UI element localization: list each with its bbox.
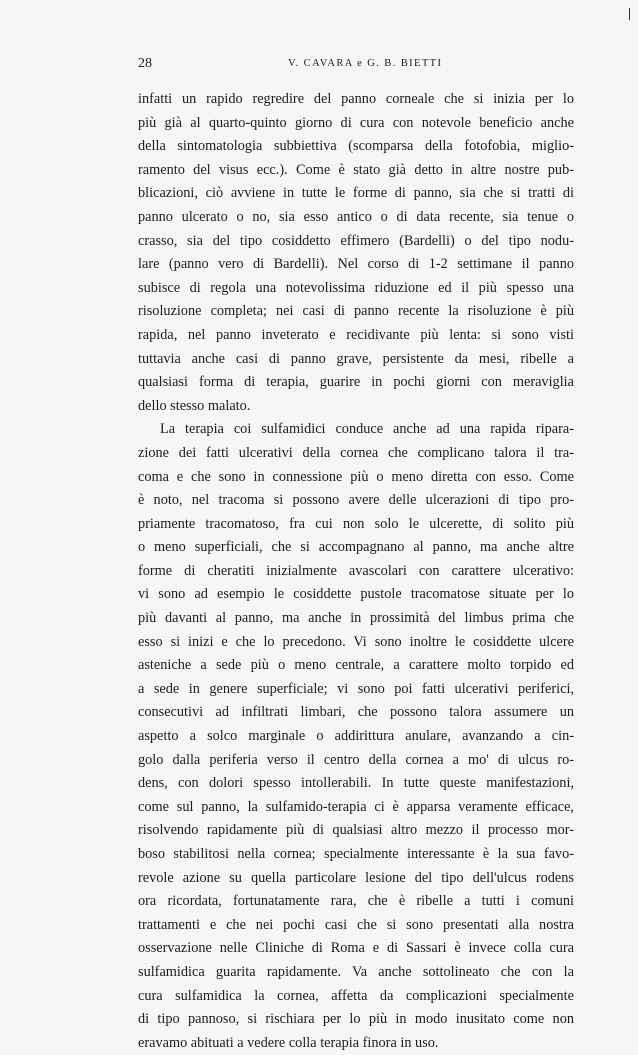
text-line: ora ricordata, fortunatamente rara, che è ribelle a tutti i comuni (138, 893, 574, 910)
text-line: boso stabilitosi nella cornea; specialmente interessante è la sua favo- (138, 846, 574, 862)
text-line: blicazioni, ciò avviene in tutte le forme di panno, sia che si tratti di (138, 185, 574, 202)
text-line: della sintomatologia subbiettiva (scomparsa della fotofobia, miglio- (138, 138, 574, 155)
text-line: sulfamidica guarita rapidamente. Va anche sottolineato che con la (138, 963, 574, 980)
text-line: di tipo pannoso, si rischiara per lo più in modo inusitato come non (138, 1011, 574, 1028)
text-line: o meno superficiali, che si accompagnano al panno, ma anche altre (138, 539, 574, 556)
page-number: 28 (138, 56, 152, 71)
text-line: infatti un rapido regredire del panno corneale che si inizia per lo (138, 91, 574, 107)
text-line: revole azione su quella particolare lesione del tipo dell'ulcus rodens (138, 869, 574, 886)
text-line: lare (panno vero di Bardelli). Nel corso di 1-2 settimane il panno (138, 256, 574, 273)
text-line: priamente tracomatoso, fra cui non solo le ulcerette, di solito più (138, 515, 574, 532)
text-line: subisce di regola una notevolissima riduzione ed il più spesso una (138, 279, 574, 296)
text-line: risolvendo rapidamente più di qualsiasi altro mezzo il processo mor- (138, 822, 574, 839)
text-line: vi sono ad esempio le cosiddette pustole tracomatose situate per lo (138, 586, 574, 603)
paragraph (138, 418, 574, 1055)
text-line: esso si inizi e che lo precedono. Vi sono inoltre le cosiddette ulcere (138, 633, 574, 650)
text-line: trattamenti e che nei pochi casi che si sono presentati alla nostra (138, 916, 574, 933)
text-line: cura sulfamidica la cornea, affetta da complicazioni specialmente (138, 987, 574, 1004)
text-line: rapida, nel panno inveterato e recidivante più lenta: si sono visti (138, 326, 574, 343)
text-line: più già al quarto-quinto giorno di cura con notevole beneficio anche (138, 114, 574, 131)
text-line: osservazione nelle Cliniche di Roma e di Sassari è invece colla cura (138, 940, 574, 957)
text-line: è noto, nel tracoma si possono avere delle ulcerazioni di tipo pro- (138, 492, 574, 509)
page-header (138, 56, 574, 74)
text-line: golo dalla periferia verso il centro della cornea a mo' di ulcus ro- (138, 751, 574, 768)
text-line: come sul panno, la sulfamido-terapia ci è apparsa veramente efficace, (138, 798, 574, 815)
text-line: dens, con dolori spesso intollerabili. In tutte queste manifestazioni, (138, 775, 574, 792)
text-line: eravamo abituati a vedere colla terapia finora in uso. (138, 1034, 439, 1051)
text-line: più davanti al panno, ma anche in prossimità del limbus prima che (138, 610, 574, 627)
page-edge-mark (629, 8, 630, 20)
text-line: La terapia coi sulfamidici conduce anche ad una rapida ripara- (160, 421, 574, 438)
running-head: V. CAVARA e G. B. BIETTI (288, 58, 443, 69)
text-line: risoluzione completa; nei casi di panno recente la risoluzione è più (138, 303, 574, 320)
text-line: aspetto a solco marginale o addirittura anulare, avanzando a cin- (138, 728, 574, 745)
body-text (138, 88, 574, 1055)
text-line: crasso, sia del tipo cosiddetto effimero (Bardelli) o del tipo nodu- (138, 232, 574, 249)
text-line: panno ulcerato o no, sia esso antico o di data recente, sia tenue o (138, 208, 574, 225)
text-line: forme di cheratiti inizialmente avascolari con carattere ulcerativo: (138, 562, 574, 579)
paragraph (138, 88, 574, 418)
text-line: qualsiasi forma di terapia, guarire in pochi giorni con meraviglia (138, 374, 574, 391)
text-line: dello stesso malato. (138, 397, 251, 414)
text-line: asteniche a sede più o meno centrale, a carattere molto torpido ed (138, 657, 574, 674)
text-line: ramento del visus ecc.). Come è stato già detto in altre nostre pub- (138, 161, 574, 178)
text-line: tuttavia anche casi di panno grave, persistente da mesi, ribelle a (138, 350, 574, 367)
text-line: coma e che sono in connessione più o meno diretta con esso. Come (138, 468, 574, 485)
text-line: zione dei fatti ulcerativi della cornea che complicano talora il tra- (138, 444, 574, 461)
text-line: consecutivi ad infiltrati limbari, che possono talora assumere un (138, 704, 574, 721)
text-line: a sede in genere superficiale; vi sono poi fatti ulcerativi periferici, (138, 680, 574, 697)
